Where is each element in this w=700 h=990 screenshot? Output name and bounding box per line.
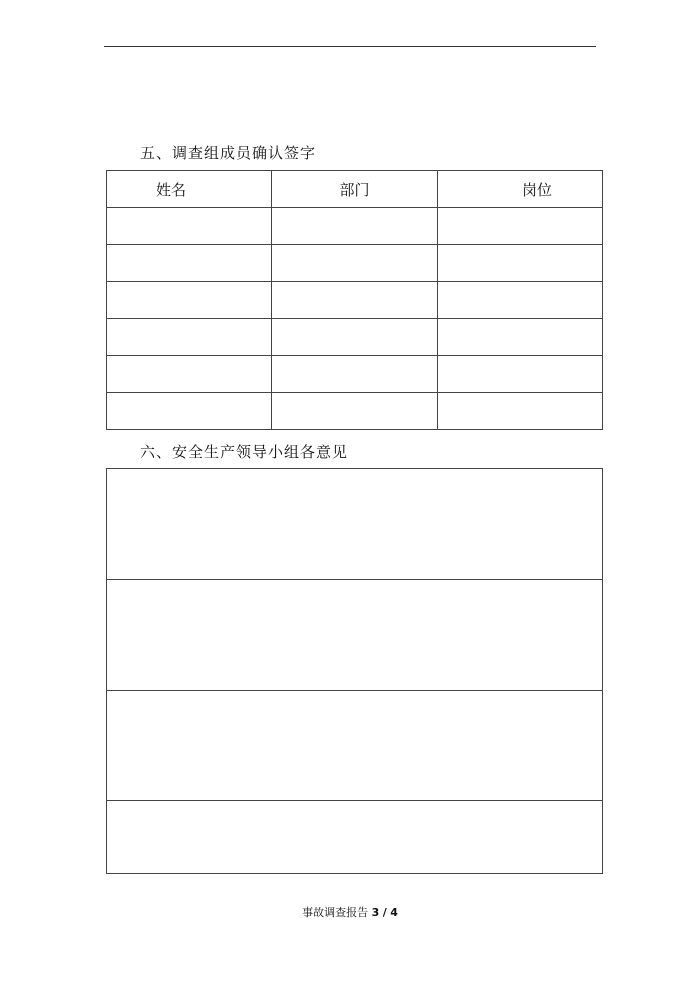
members-signature-table xyxy=(106,170,603,430)
footer-current-page: 3 xyxy=(371,906,380,919)
table-row xyxy=(107,245,603,282)
footer-page-separator: / xyxy=(382,906,387,919)
position-cell[interactable] xyxy=(438,319,603,356)
section-title-signatures: 五、调查组成员确认签字 xyxy=(140,144,317,162)
name-cell[interactable] xyxy=(107,245,272,282)
name-cell[interactable] xyxy=(107,208,272,245)
department-cell[interactable] xyxy=(272,245,438,282)
position-cell[interactable] xyxy=(438,356,603,393)
department-cell[interactable] xyxy=(272,208,438,245)
position-cell[interactable] xyxy=(438,282,603,319)
position-cell[interactable] xyxy=(438,208,603,245)
table-row xyxy=(107,356,603,393)
department-cell[interactable] xyxy=(272,356,438,393)
opinion-box[interactable] xyxy=(107,579,602,691)
opinion-box[interactable] xyxy=(107,800,602,874)
table-header-row xyxy=(107,171,603,208)
name-cell[interactable] xyxy=(107,393,272,430)
opinion-box[interactable] xyxy=(107,469,602,579)
position-cell[interactable] xyxy=(438,245,603,282)
table-row xyxy=(107,208,603,245)
department-cell[interactable] xyxy=(272,319,438,356)
table-row xyxy=(107,319,603,356)
table-row xyxy=(107,393,603,430)
section-title-opinions: 六、安全生产领导小组各意见 xyxy=(140,443,349,461)
header-name: 姓名 xyxy=(107,171,272,208)
footer-doc-title: 事故调查报告 xyxy=(302,906,369,919)
department-cell[interactable] xyxy=(272,393,438,430)
name-cell[interactable] xyxy=(107,319,272,356)
footer-total-pages: 4 xyxy=(390,906,398,919)
position-cell[interactable] xyxy=(438,393,603,430)
name-cell[interactable] xyxy=(107,356,272,393)
department-cell[interactable] xyxy=(272,282,438,319)
opinion-box[interactable] xyxy=(107,690,602,801)
name-cell[interactable] xyxy=(107,282,272,319)
header-position: 岗位 xyxy=(438,171,603,208)
table-row xyxy=(107,282,603,319)
header-department: 部门 xyxy=(272,171,438,208)
header-rule xyxy=(104,46,596,47)
opinions-form xyxy=(106,468,603,874)
page-footer xyxy=(0,904,700,920)
